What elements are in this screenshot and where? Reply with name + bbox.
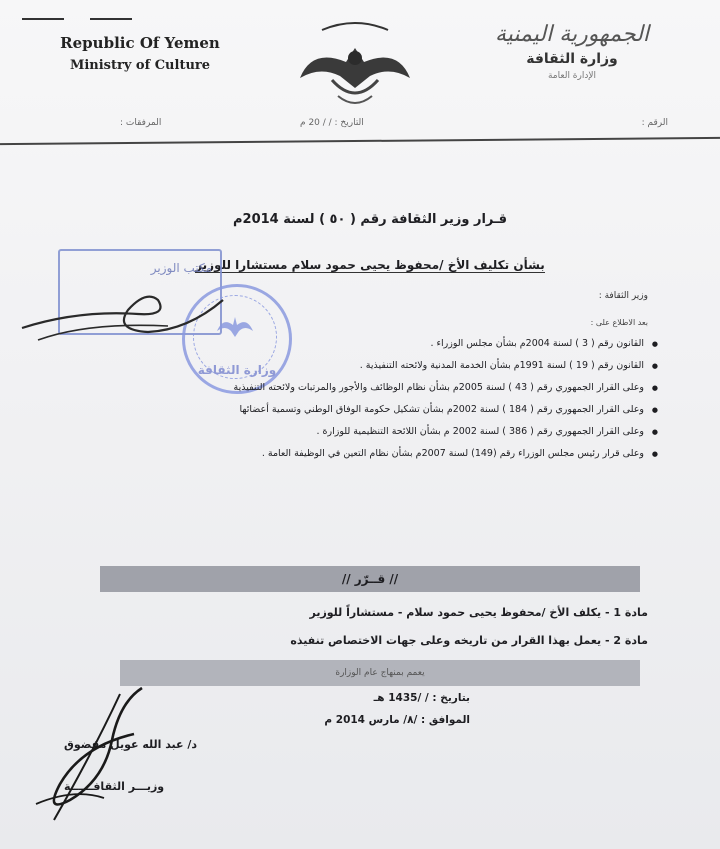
seal-text: وزارة الثقافة <box>197 363 277 377</box>
date-hijri: بتاريخ : / /1435 هـ <box>373 692 470 704</box>
header-dash <box>90 18 132 20</box>
english-letterhead <box>40 34 240 73</box>
date-gregorian: الموافق : /٨/ مارس 2014 م <box>324 714 470 726</box>
decided-band: // قــرّر // <box>100 566 640 592</box>
execution-band: يعمم بمنهاج عام الوزارة <box>120 660 640 686</box>
decree-subject <box>180 258 560 272</box>
considerations-list <box>138 336 658 468</box>
article-2: مادة 2 - يعمل بهذا القرار من تاريخه وعلى جهات الاختصاص تنفيذه <box>290 634 648 647</box>
list-item: ● وعلى القرار الجمهوري رقم ( 386 ) لسنة 2002 م بشأن اللائحة التنظيمية للوزارة . <box>138 424 658 440</box>
minister-heading: وزير الثقافة : <box>598 291 648 301</box>
ar-ministry: وزارة الثقافة <box>526 51 618 67</box>
list-item: ● وعلى القرار الجمهوري رقم ( 184 ) لسنة 2002م بشأن تشكيل حكومة الوفاق الوطني وتسمية أعضائها <box>138 402 658 418</box>
office-stamp-text: مكتب الوزير <box>150 261 212 275</box>
list-item: ● القانون رقم ( 19 ) لسنة 1991م بشأن الخدمة المدنية ولائحته التنفيذية . <box>138 358 658 374</box>
ar-department: الإدارة العامة <box>547 71 597 81</box>
yemen-eagle-emblem-icon <box>292 18 418 118</box>
arabic-letterhead <box>462 22 682 81</box>
article-1: مادة 1 - يكلف الأخ /محفوظ يحيى حمود سلام - مستشاراً للوزير <box>309 606 648 619</box>
preamble-text: بعد الاطلاع على : <box>590 318 648 327</box>
decree-subject-text: بشأن تكليف الأخ /محفوظ يحيى حمود سلام مستشارا للوزير <box>195 258 545 272</box>
decree-title: قـرار وزير الثقافة رقم ( ٥٠ ) لسنة 2014م <box>233 212 507 227</box>
header-divider <box>0 137 720 145</box>
minister-signature-icon <box>24 680 174 830</box>
list-item: ● وعلى قرار رئيس مجلس الوزراء رقم (149) لسنة 2007م بشأن نظام التعين في الوظيفة العامة . <box>138 446 658 462</box>
attachments-field: المرفقات : <box>120 118 162 128</box>
date-field: التاريخ : / / 20 م <box>300 118 364 128</box>
list-item: ● وعلى القرار الجمهوري رقم ( 43 ) لسنة 2005م بشأن نظام الوظائف والأجور والمرتبات ولائحته التنفيذية <box>138 380 658 396</box>
header-dash <box>22 18 64 20</box>
signer-title: وزيـــر الثقافــــــة <box>64 780 165 793</box>
number-field: الرقم : <box>641 118 668 128</box>
ar-country: الجمهورية اليمنية <box>494 22 650 47</box>
list-item: ● القانون رقم ( 3 ) لسنة 2004م بشأن مجلس الوزراء . <box>138 336 658 352</box>
en-country: Republic Of Yemen <box>60 34 220 52</box>
en-ministry: Ministry of Culture <box>69 58 211 73</box>
signer-name: د/ عبد الله عويل مفضوق <box>64 738 198 751</box>
